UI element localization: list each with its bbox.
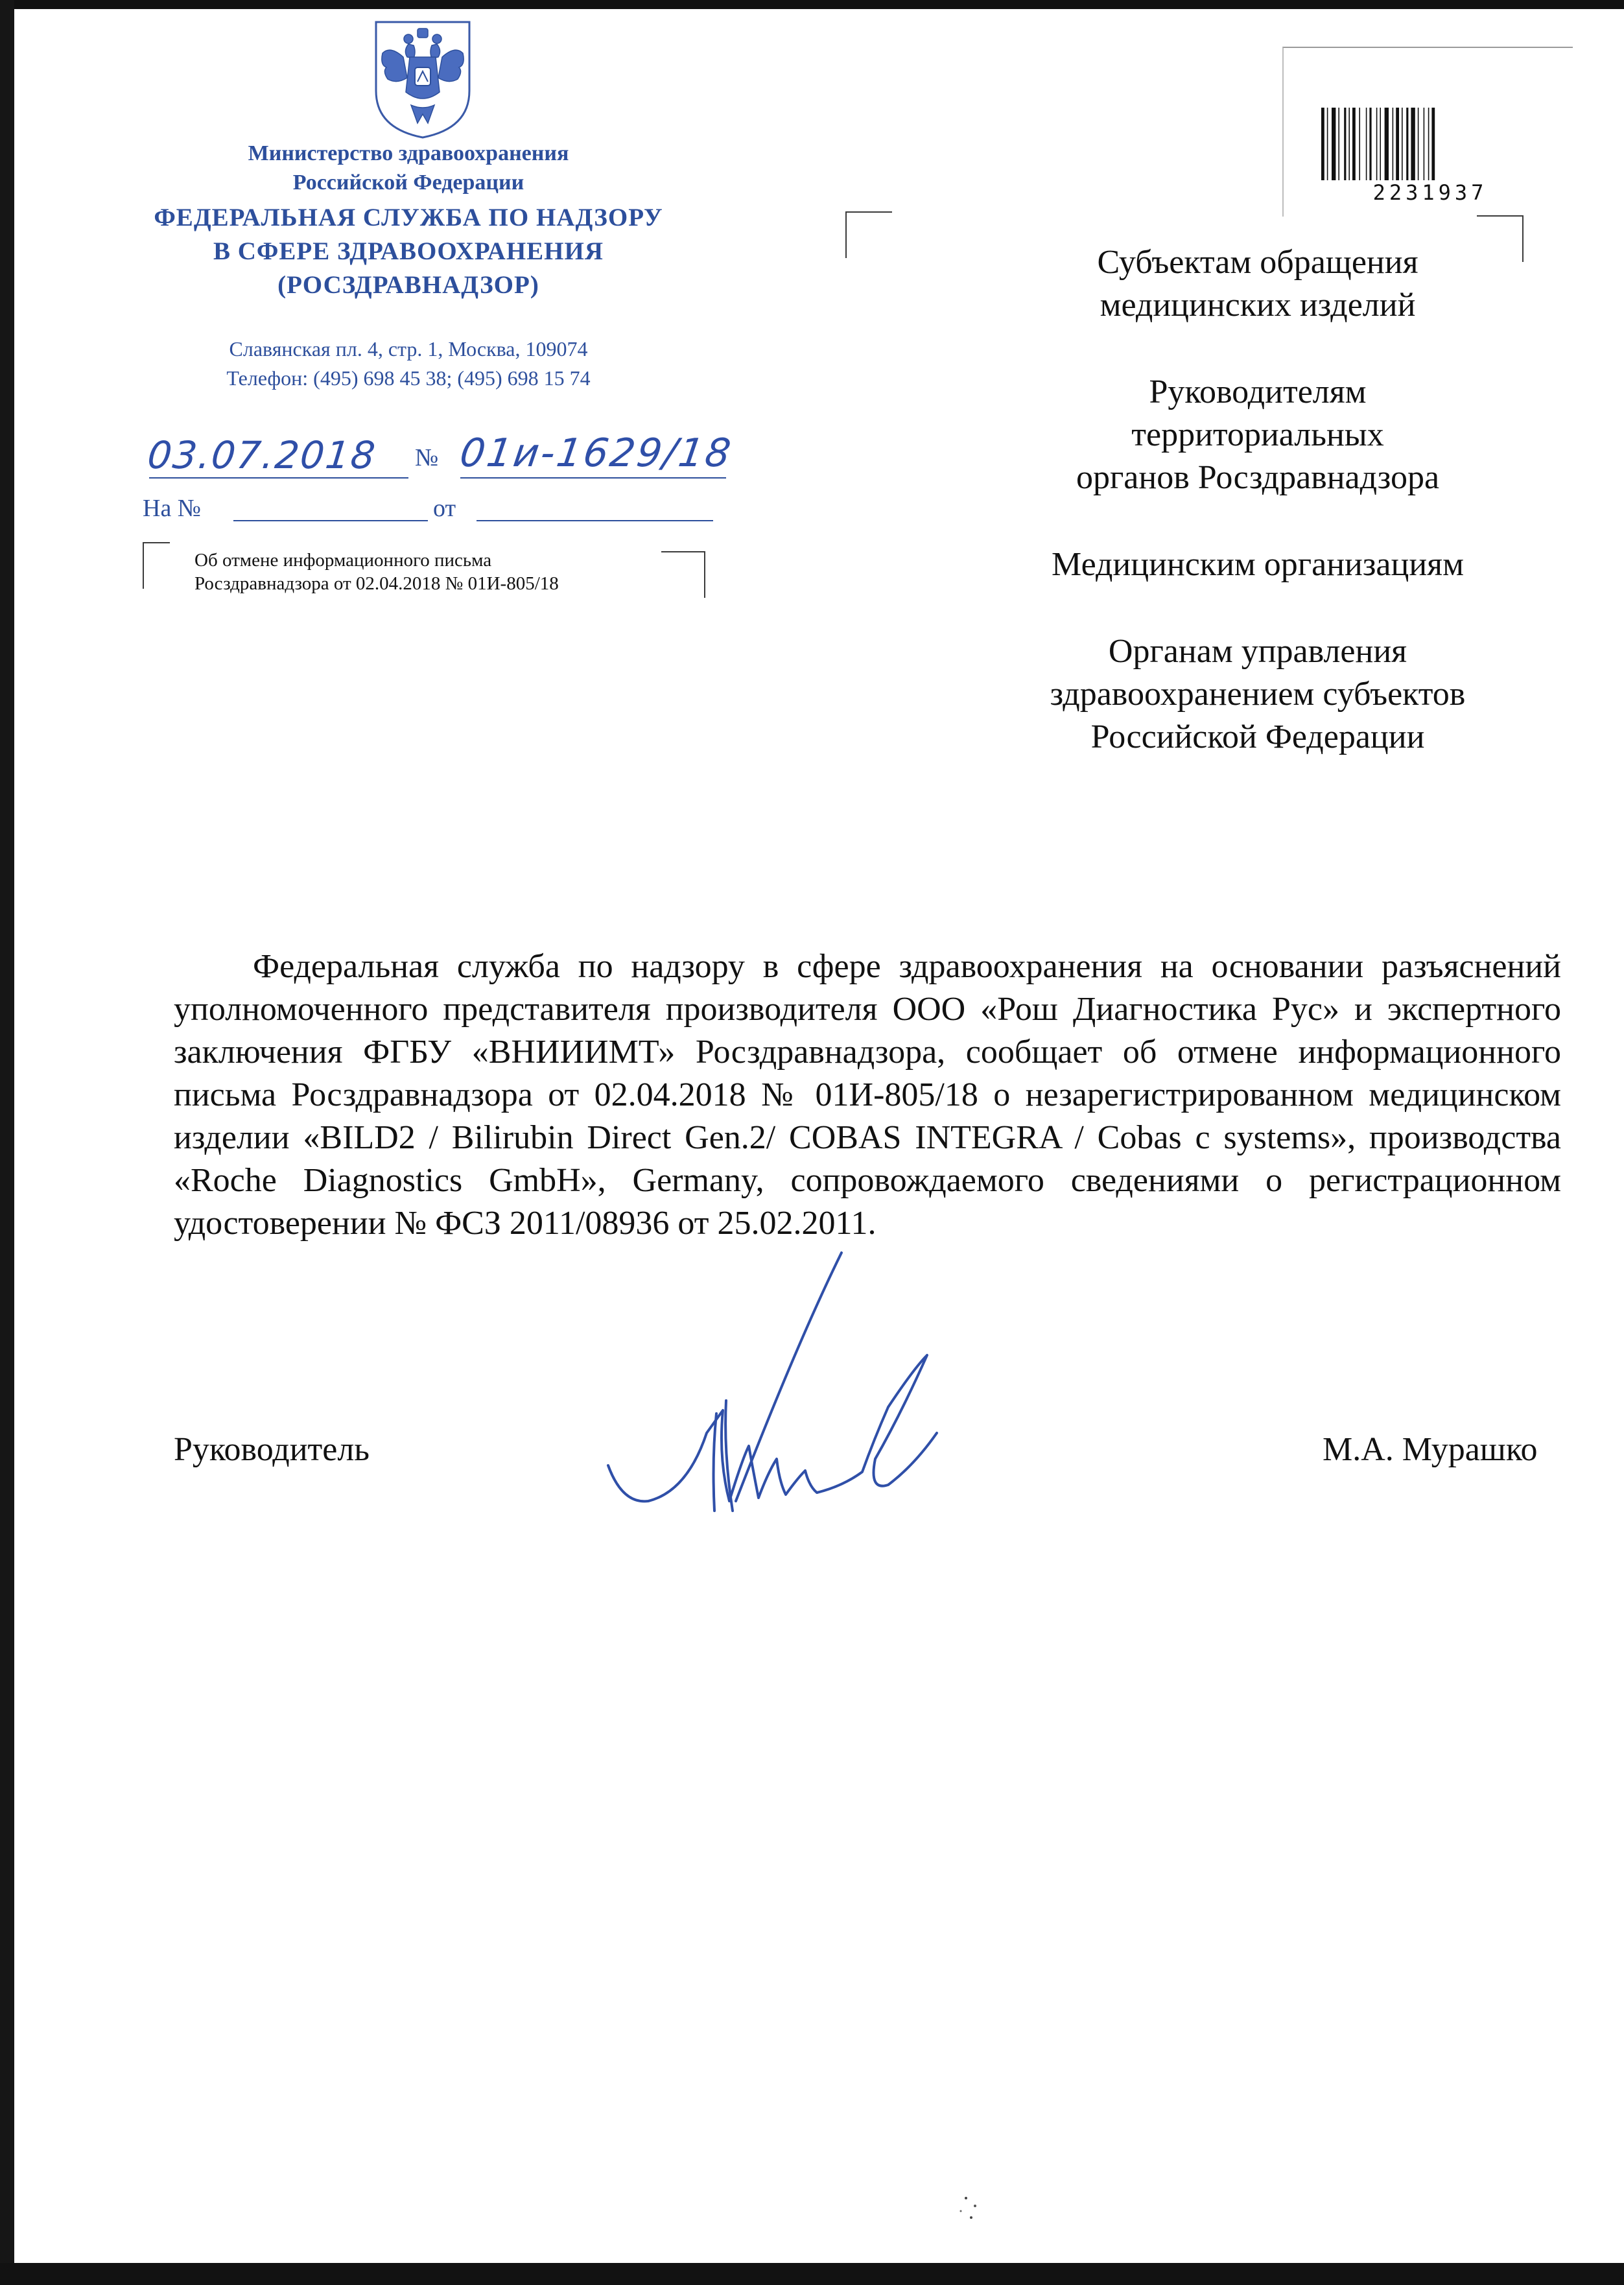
registration-number: 01и-1629/18 [457,431,736,476]
addressee-line: медицинских изделий [1100,287,1416,324]
letter-body: Федеральная служба по надзору в сфере здравоохранения на основании разъяснений уполномоченного представителя производителя ООО «Рош Диагностика Рус» и экспертного заключения ФГБУ «ВНИИИМТ» Росздравнадзора, сообщает об отмене информационного письма Росздравнадзора от 02.04.2018 № 01И-805/18 о незарегистрированном медицинском изделии «BILD2 / Bilirubin Direct Gen.2/ COBAS INTEGRA / Cobas c systems», производства «Roche Diagnostics GmbH», Germany, сопровождаемого сведениями о регистрационном удостоверении № ФСЗ 2011/08936 от 25.02.2011. [174,948,1561,1242]
subject-bracket-left [143,542,170,589]
registration-date: 03.07.2018 [145,433,379,477]
barcode-number: 2231937 [1372,180,1488,205]
barcode-bar [1352,108,1356,180]
signatory-name: М.А. Мурашко [1323,1431,1538,1468]
addressee-group-4 [927,630,1588,759]
scan-specks [953,2192,992,2231]
address-line-1: Славянская пл. 4, стр. 1, Москва, 109074 [229,337,588,361]
addressee-line: территориальных [1131,416,1384,453]
addressee-group-2 [927,371,1588,499]
barcode-bar [1411,108,1415,180]
coat-of-arms-icon [371,19,475,140]
reply-date-blank [477,520,713,521]
ministry-line-2: Российской Федерации [292,171,524,195]
barcode-bar [1369,108,1371,180]
barcode-bar [1418,108,1419,180]
barcode-bar [1402,108,1403,180]
signatory-title: Руководитель [174,1431,370,1468]
barcode-bar [1428,108,1430,180]
service-address [117,335,700,393]
barcode [1320,108,1518,180]
barcode-bar [1359,108,1360,180]
addressee-line: Медицинским организациям [1052,546,1464,583]
addressee-group-1 [927,241,1588,327]
barcode-bar [1396,108,1399,180]
addressee-line: Субъектам обращения [1097,244,1418,281]
number-underline [460,477,726,479]
barcode-bar [1431,108,1435,180]
barcode-bar [1321,108,1324,180]
reply-to-label: На № [143,495,202,522]
ministry-line-1: Министерство здравоохранения [248,141,569,165]
barcode-bar [1327,108,1328,180]
ministry-name [117,139,700,197]
barcode-bar [1393,108,1394,180]
reply-reference-line [143,494,713,527]
service-line-3: (РОСЗДРАВНАДЗОР) [277,271,539,299]
addressee-line: Руководителям [1149,373,1367,410]
barcode-bar [1406,108,1408,180]
from-label: от [433,495,456,522]
letter-subject [194,549,661,595]
barcode-bar [1380,108,1381,180]
registration-number-label: № [415,444,439,471]
registration-line [143,428,817,499]
barcode-bar [1376,108,1378,180]
addressee-bracket-left [845,211,892,258]
barcode-bar [1424,108,1425,180]
addressee-line: Органам управления [1108,633,1407,670]
reply-number-blank [233,520,428,521]
address-line-2: Телефон: (495) 698 45 38; (495) 698 15 74 [226,366,591,390]
barcode-bar [1348,108,1350,180]
subject-line-1: Об отмене информационного письма [194,550,492,571]
date-underline [149,477,408,479]
handwritten-signature-icon [603,1245,1005,1556]
barcode-bar [1338,108,1339,180]
subject-line-2: Росздравнадзора от 02.04.2018 № 01И-805/18 [194,573,559,594]
service-line-1: ФЕДЕРАЛЬНАЯ СЛУЖБА ПО НАДЗОРУ [154,204,663,231]
barcode-bar [1366,108,1367,180]
barcode-bar [1332,108,1336,180]
barcode-bar [1385,108,1389,180]
scan-edge-bottom [0,2263,1624,2285]
addressee-line: здравоохранением субъектов [1050,676,1466,713]
addressee-line: Российской Федерации [1090,718,1425,755]
barcode-bar [1344,108,1346,180]
service-line-2: В СФЕРЕ ЗДРАВООХРАНЕНИЯ [213,237,604,265]
addressee-group-3 [927,543,1588,586]
addressee-line: органов Росздравнадзора [1076,459,1440,496]
subject-bracket-right [661,551,705,598]
service-name [97,201,720,302]
scan-edge-top [0,0,1624,9]
scan-edge-left [0,0,14,2285]
